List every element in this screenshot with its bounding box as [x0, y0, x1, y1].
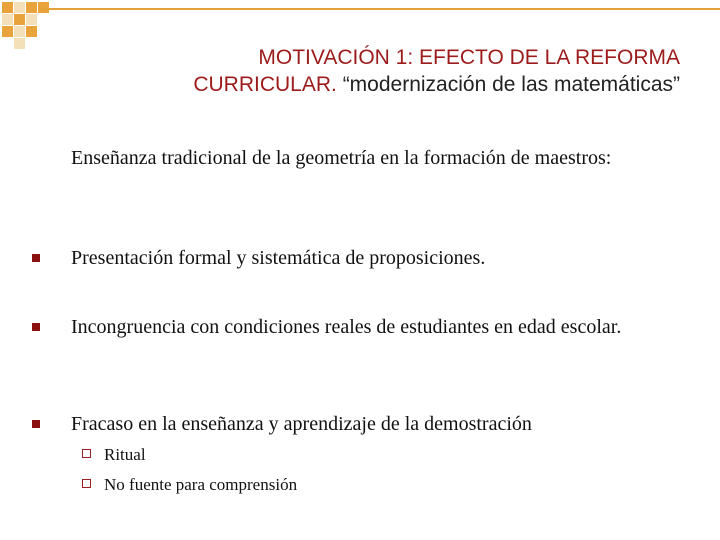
title-divider — [40, 8, 720, 10]
decor-square — [14, 14, 25, 25]
bullet-text: Incongruencia con condiciones reales de estudiantes en edad escolar. — [71, 316, 622, 338]
title-line-1: MOTIVACIÓN 1: EFECTO DE LA REFORMA — [258, 46, 680, 69]
title-line-2-black: “modernización de las matemáticas” — [336, 73, 680, 96]
square-bullet-icon — [32, 254, 40, 262]
hollow-square-bullet-icon — [82, 449, 91, 458]
decor-square — [2, 26, 13, 37]
title-line-2 — [80, 71, 680, 98]
bullet-item — [71, 313, 671, 341]
bullet-item — [71, 244, 671, 272]
decor-square — [26, 14, 37, 25]
decor-square — [2, 14, 13, 25]
square-bullet-icon — [32, 420, 40, 428]
bullet-text: Presentación formal y sistemática de proposiciones. — [71, 247, 486, 269]
decor-square — [2, 2, 13, 13]
decor-square — [26, 2, 37, 13]
sub-bullet-text: No fuente para comprensión — [104, 475, 298, 494]
decor-square — [26, 26, 37, 37]
hollow-square-bullet-icon — [82, 479, 91, 488]
title-line-2-red: CURRICULAR. — [193, 73, 337, 96]
decor-square — [14, 38, 25, 49]
intro-text: Enseñanza tradicional de la geometría en la formación de maestros: — [71, 147, 612, 169]
bullet-item — [71, 410, 671, 438]
sub-bullet-item — [104, 474, 297, 496]
sub-bullet-item — [104, 444, 146, 466]
decor-square — [14, 2, 25, 13]
square-bullet-icon — [32, 323, 40, 331]
sub-bullet-text: Ritual — [104, 445, 146, 464]
slide-title — [80, 44, 680, 98]
bullet-text: Fracaso en la enseñanza y aprendizaje de la demostración — [71, 413, 532, 435]
decor-square — [14, 26, 25, 37]
